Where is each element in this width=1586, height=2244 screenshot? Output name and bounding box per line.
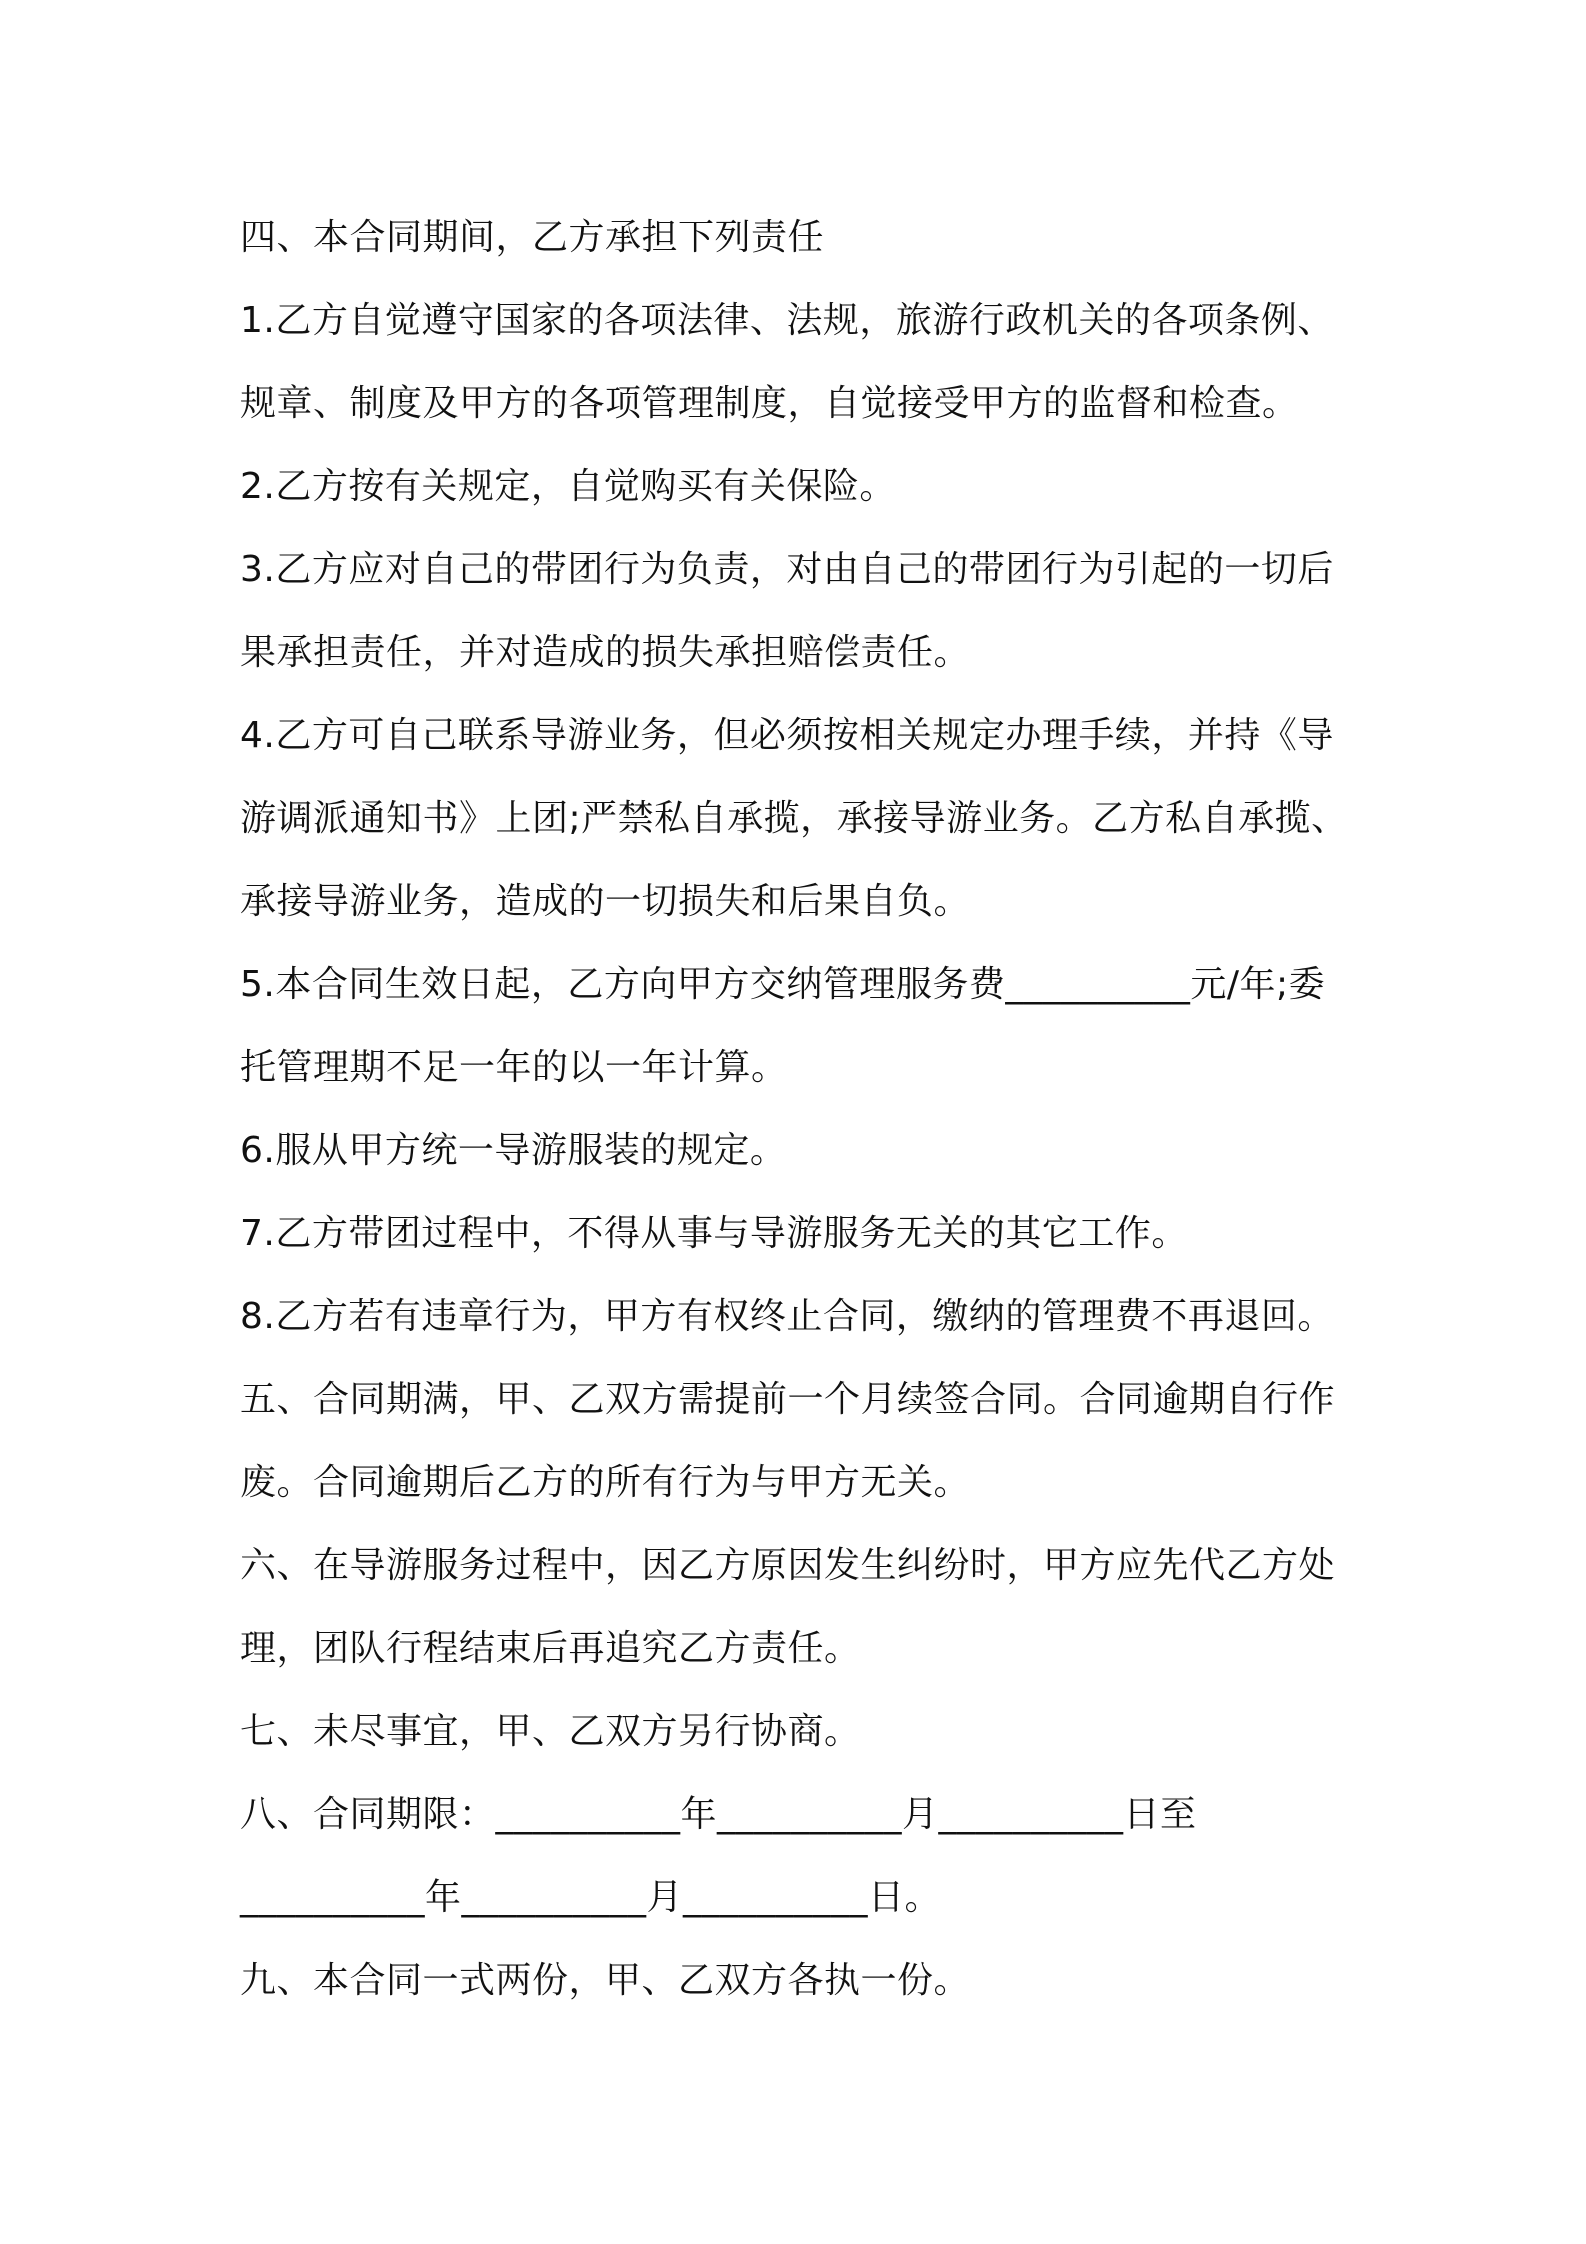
section-4-heading: 四、本合同期间，乙方承担下列责任 xyxy=(240,217,825,258)
section-7: 七、未尽事宜，甲、乙双方另行协商。 xyxy=(240,1711,861,1752)
section-8-line-1: 八、合同期限：__________年__________月__________日至 xyxy=(240,1794,1197,1835)
clause-4-4-line-3: 承接导游业务，造成的一切损失和后果自负。 xyxy=(240,881,971,922)
clause-4-5-line-1: 5.本合同生效日起，乙方向甲方交纳管理服务费__________元/年;委 xyxy=(240,964,1326,1005)
section-8-line-2: __________年__________月__________日。 xyxy=(240,1877,941,1918)
section-9: 九、本合同一式两份，甲、乙双方各执一份。 xyxy=(240,1960,971,2001)
contract-text-body xyxy=(240,196,1370,2022)
clause-4-4-line-1: 4.乙方可自己联系导游业务，但必须按相关规定办理手续，并持《导 xyxy=(240,715,1334,756)
clause-4-3-line-1: 3.乙方应对自己的带团行为负责，对由自己的带团行为引起的一切后 xyxy=(240,549,1334,590)
clause-4-1-line-2: 规章、制度及甲方的各项管理制度，自觉接受甲方的监督和检查。 xyxy=(240,383,1299,424)
section-6-line-2: 理，团队行程结束后再追究乙方责任。 xyxy=(240,1628,861,1669)
clause-4-2: 2.乙方按有关规定，自觉购买有关保险。 xyxy=(240,466,896,507)
section-5-line-2: 废。合同逾期后乙方的所有行为与甲方无关。 xyxy=(240,1462,971,1503)
clause-4-8: 8.乙方若有违章行为，甲方有权终止合同，缴纳的管理费不再退回。 xyxy=(240,1296,1334,1337)
clause-4-5-line-2: 托管理期不足一年的以一年计算。 xyxy=(240,1047,788,1088)
section-5-line-1: 五、合同期满，甲、乙双方需提前一个月续签合同。合同逾期自行作 xyxy=(240,1379,1336,1420)
clause-4-7: 7.乙方带团过程中，不得从事与导游服务无关的其它工作。 xyxy=(240,1213,1188,1254)
clause-4-3-line-2: 果承担责任，并对造成的损失承担赔偿责任。 xyxy=(240,632,971,673)
clause-4-4-line-2: 游调派通知书》上团;严禁私自承揽，承接导游业务。乙方私自承揽、 xyxy=(240,798,1348,839)
section-6-line-1: 六、在导游服务过程中，因乙方原因发生纠纷时，甲方应先代乙方处 xyxy=(240,1545,1336,1586)
clause-4-1-line-1: 1.乙方自觉遵守国家的各项法律、法规，旅游行政机关的各项条例、 xyxy=(240,300,1334,341)
clause-4-6: 6.服从甲方统一导游服装的规定。 xyxy=(240,1130,787,1171)
